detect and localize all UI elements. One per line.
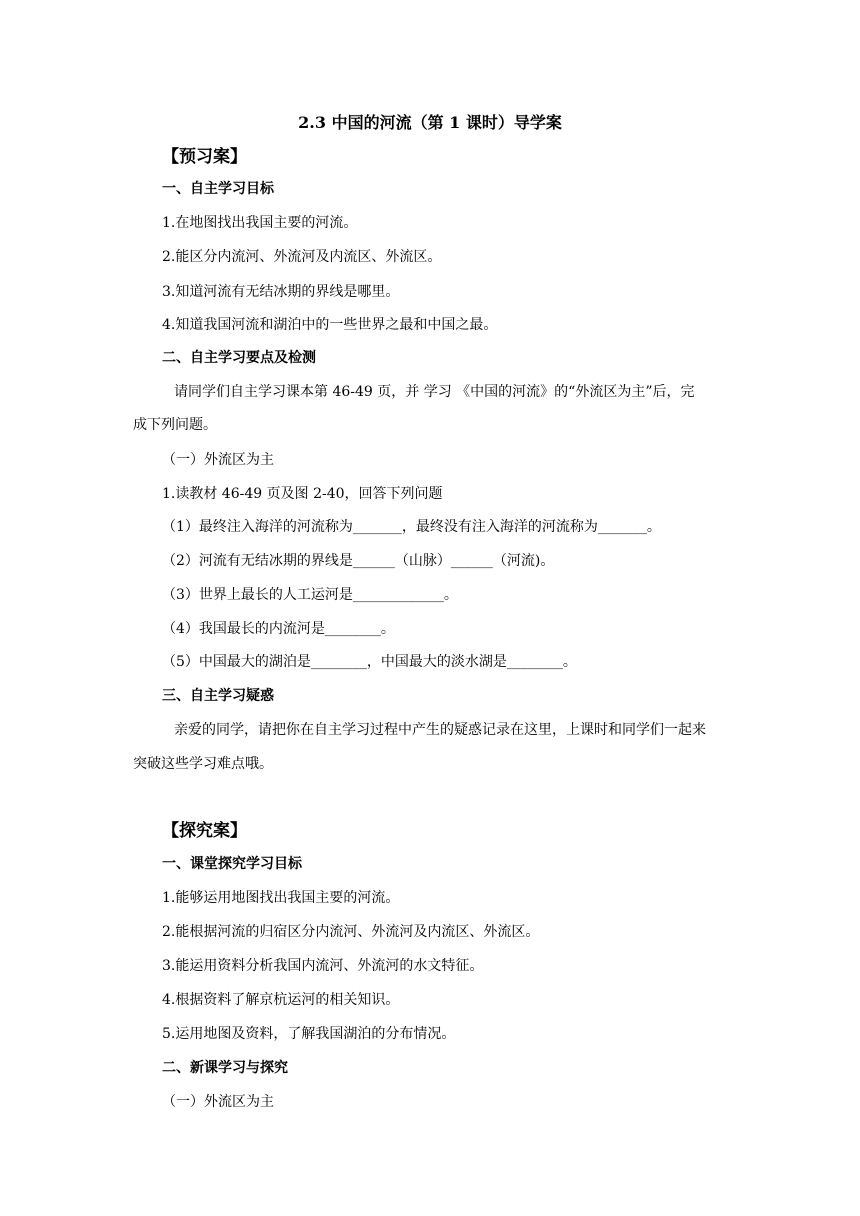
preview-goal-item: 1.在地图找出我国主要的河流。 [162,215,358,231]
key-points-subheading: （一）外流区为主 [162,452,274,468]
explore-section-heading: 【探究案】 [162,821,247,841]
question-item: （2）河流有无结冰期的界线是______（山脉）______（河流)。 [162,553,555,569]
preview-goal-item: 2.能区分内流河、外流河及内流区、外流区。 [162,249,442,265]
explore-goal-item: 1.能够运用地图找出我国主要的河流。 [162,890,400,906]
preview-goal-item: 3.知道河流有无结冰期的界线是哪里。 [162,284,400,300]
preview-goal-item: 4.知道我国河流和湖泊中的一些世界之最和中国之最。 [162,317,498,333]
document-title: 2.3 中国的河流（第 1 课时）导学案 [298,113,562,132]
explore-goal-item: 3.能运用资料分析我国内流河、外流河的水文特征。 [162,958,484,974]
explore-goal-item: 5.运用地图及资料，了解我国湖泊的分布情况。 [162,1026,456,1042]
doubts-heading: 三、自主学习疑惑 [162,688,274,704]
question-item: （1）最终注入海洋的河流称为_______，最终没有注入海洋的河流称为_______。 [162,519,661,535]
key-points-heading: 二、自主学习要点及检测 [162,350,316,366]
new-lesson-heading: 二、新课学习与探究 [162,1060,288,1076]
explore-goals-heading: 一、课堂探究学习目标 [162,856,302,872]
key-points-intro-cont: 成下列问题。 [133,417,217,433]
doubts-text: 亲爱的同学，请把你在自主学习过程中产生的疑惑记录在这里，上课时和同学们一起来 [174,722,706,738]
question-item: （3）世界上最长的人工运河是_____________。 [162,587,458,603]
question-item: （5）中国最大的湖泊是________，中国最大的淡水湖是________。 [162,654,577,670]
preview-goals-heading: 一、自主学习目标 [162,181,274,197]
doubts-text-cont: 突破这些学习难点哦。 [133,756,273,772]
preview-section-heading: 【预习案】 [162,147,247,167]
new-lesson-subheading: （一）外流区为主 [162,1094,274,1110]
explore-goal-item: 2.能根据河流的归宿区分内流河、外流河及内流区、外流区。 [162,924,540,940]
key-points-intro: 请同学们自主学习课本第 46-49 页，并 学习 《中国的河流》的“外流区为主”后，完 [174,384,695,400]
question-item: （4）我国最长的内流河是________。 [162,621,395,637]
question-intro: 1.读教材 46-49 页及图 2-40，回答下列问题 [162,486,443,502]
explore-goal-item: 4.根据资料了解京杭运河的相关知识。 [162,992,400,1008]
